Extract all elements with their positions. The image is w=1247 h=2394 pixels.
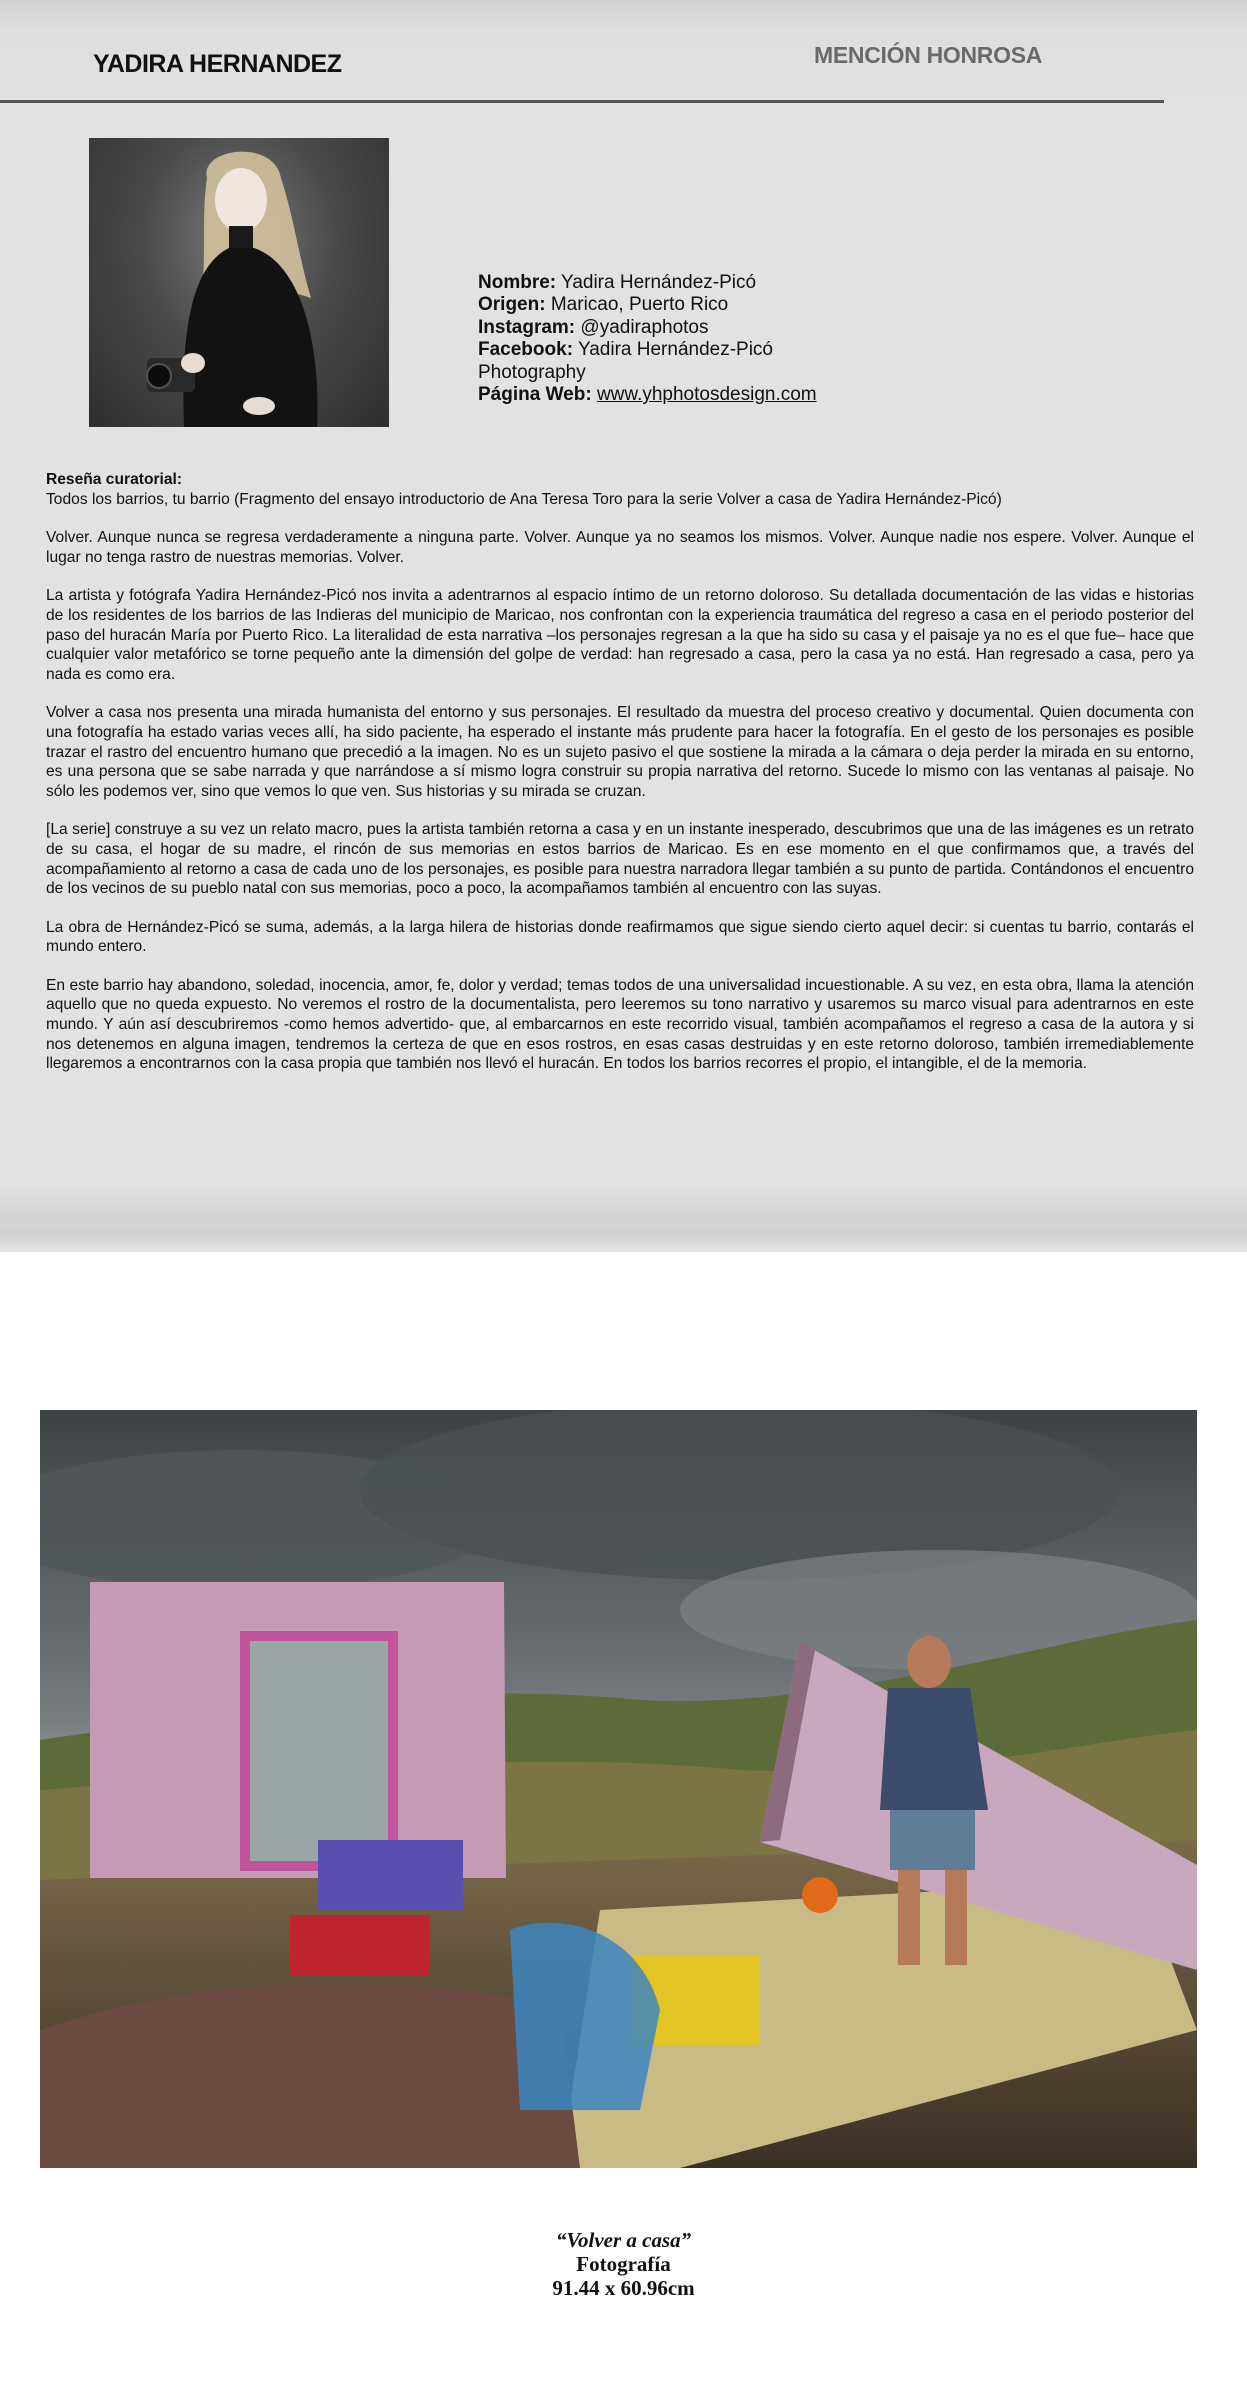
review-paragraph: Volver a casa nos presenta una mirada humanista del entorno y sus personajes. El resultado da muestra del proceso creativo y documental. Quien documenta con una fotografía ha estado varias veces allí, ha sido paciente, ha esperado el instante más prudente para hacer la fotografía. En el gesto de los personajes es posible trazar el rastro del encuentro humano que precedió a la imagen. No es un sujeto pasivo el que sostiene la mirada a la cámara o deja perder la mirada en su entorno, es una persona que se sabe narrada y que narrándose a sí mismo logra construir su propia narrativa del retorno. Sucede lo mismo con las ventanas al paisaje. No sólo les podemos ver, sino que vemos lo que ven. Sus historias y su mirada se cruzan. xyxy=(46,704,1194,800)
facebook-label: Facebook: xyxy=(478,339,574,361)
profile-origin xyxy=(478,294,878,316)
review-paragraph: Volver. Aunque nunca se regresa verdaderamente a ninguna parte. Volver. Aunque ya no seamos los mismos. Volver. Aunque nadie nos espere. Volver. Aunque el lugar no tenga rastro de nuestras memorias. Volver. xyxy=(46,529,1194,566)
artwork-medium: Fotografía xyxy=(576,2252,671,2276)
profile-name xyxy=(478,272,878,294)
header-divider xyxy=(0,100,1164,103)
review-header xyxy=(46,470,1194,509)
origin-value: Maricao, Puerto Rico xyxy=(545,294,729,316)
profile-web xyxy=(478,384,878,406)
name-value: Yadira Hernández-Picó xyxy=(556,272,757,293)
award-label: MENCIÓN HONROSA xyxy=(814,42,1043,68)
artist-profile xyxy=(478,272,878,406)
review-heading: Reseña curatorial: xyxy=(46,471,183,488)
origin-label: Origen: xyxy=(478,294,546,316)
review-paragraph: En este barrio hay abandono, soledad, inocencia, amor, fe, dolor y verdad; temas todos de una universalidad incuestionable. A su vez, en esta obra, llama la atención aquello que no queda expuesto. No veremos el rostro de la documentalista, pero leeremos su tono narrativo y usaremos su marco visual para adentrarnos en este mundo. Y aún así descubriremos -como hemos advertido- que, al embarcarnos en este recorrido visual, también acompañamos el regreso a casa de la autora y si nos detenemos en alguna imagen, tendremos la certeza de que en esos rostros, en esas casas destruidas y en este retorno doloroso, también irremediablemente llegaremos a encontrarnos con la casa propia que también nos llevó el huracán. En todos los barrios recorres el propio, el intangible, el de la memoria. xyxy=(46,976,1194,1073)
curatorial-review xyxy=(46,470,1194,1093)
review-paragraph: La obra de Hernández-Picó se suma, además, a la larga hilera de historias donde reafirmamos que sigue siendo cierto aquel decir: si cuentas tu barrio, contarás el mundo entero. xyxy=(46,918,1194,956)
artist-portrait xyxy=(89,138,389,427)
name-label: Nombre: xyxy=(478,272,557,293)
portrait-illustration xyxy=(89,138,389,427)
author-name: YADIRA HERNANDEZ xyxy=(93,50,342,78)
artwork-photo xyxy=(40,1410,1197,2168)
artwork-dimensions: 91.44 x 60.96cm xyxy=(552,2276,695,2300)
web-label: Página Web: xyxy=(478,384,592,406)
profile-facebook xyxy=(478,339,878,384)
artwork-illustration xyxy=(40,1410,1197,2168)
review-paragraph: La artista y fotógrafa Yadira Hernández-Picó nos invita a adentrarnos al espacio íntimo de un retorno doloroso. Su detallada documentación de las vidas e historias de los residentes de los barrios de las Indieras del municipio de Maricao, nos confrontan con la experiencia traumática del regreso a casa en el periodo posterior del paso del huracán María por Puerto Rico. La literalidad de esta narrativa –los personajes regresan a la que ha sido su casa y el paisaje ya no es el que fue– hace que cualquier valor metafórico se torne pequeño ante la dimensión del golpe de verdad: han regresado a casa, pero la casa ya no está. Han regresado a casa, pero ya nada es como era. xyxy=(46,587,1194,683)
instagram-handle[interactable]: @yadiraphotos xyxy=(575,316,709,338)
review-paragraph: [La serie] construye a su vez un relato macro, pues la artista también retorna a casa y en un instante inesperado, descubrimos que una de las imágenes es un retrato de su casa, el hogar de su madre, el rincón de sus memorias en estos barrios de Maricao. Es en ese momento en el que confirmamos que, a través del acompañamiento al retorno a casa de cada uno de los personajes, es posible para nuestra narradora llegar también a su punto de partida. Contándonos el encuentro de los vecinos de su pueblo natal con sus memorias, poco a poco, la acompañamos también al encuentro con las suyas. xyxy=(46,821,1194,898)
instagram-label: Instagram: xyxy=(478,316,576,338)
review-subheading: Todos los barrios, tu barrio (Fragmento del ensayo introductorio de Ana Teresa Toro para la serie Volver a casa de Yadira Hernández-Picó) xyxy=(46,490,1002,508)
facebook-page[interactable]: Yadira Hernández-Picó Photography xyxy=(478,339,773,383)
website-link[interactable]: www.yhphotosdesign.com xyxy=(596,384,817,406)
artwork-title: “Volver a casa” xyxy=(555,2228,692,2252)
artwork-caption xyxy=(0,2228,1247,2300)
profile-instagram xyxy=(478,317,878,339)
